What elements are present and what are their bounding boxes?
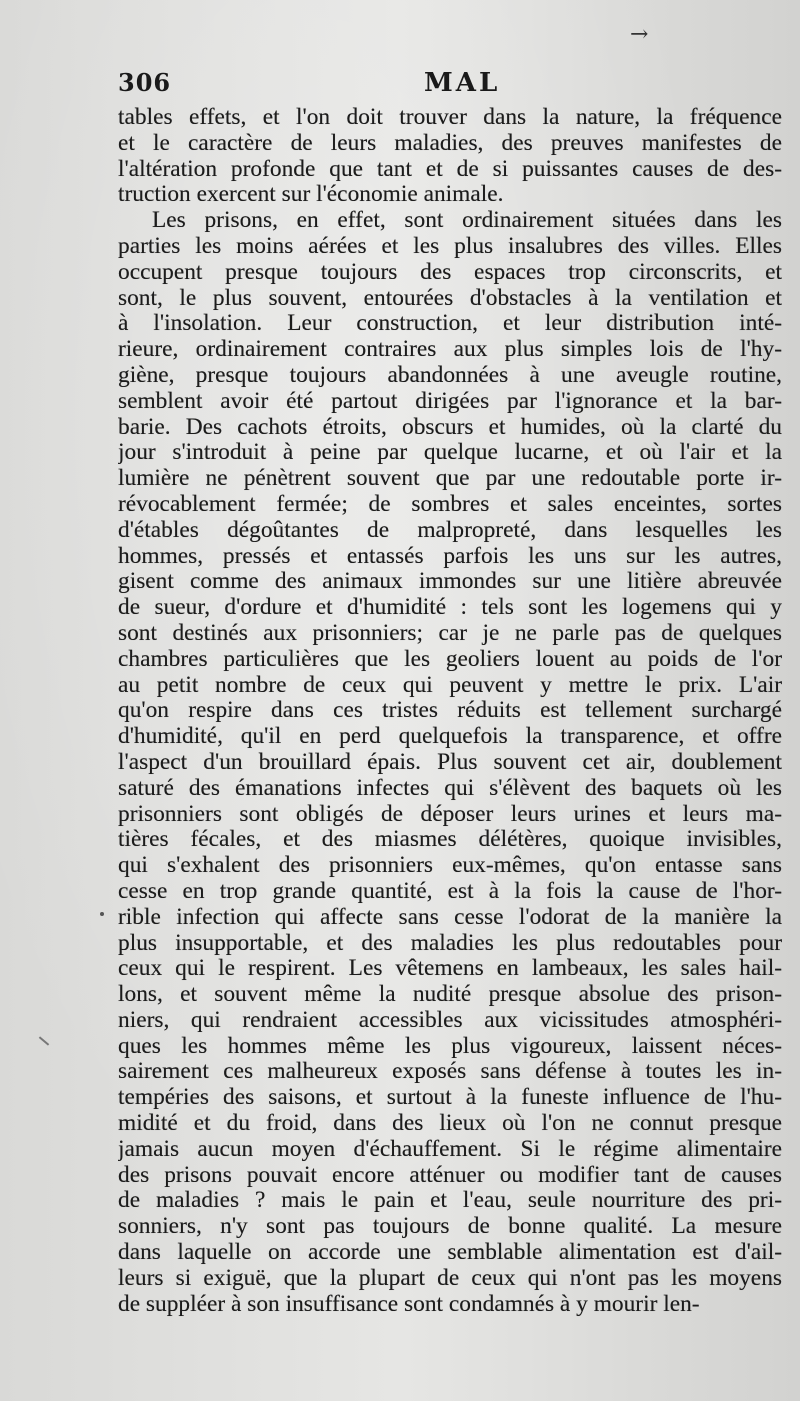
text-line: hommes, pressés et entassés parfois les uns sur les autres, bbox=[118, 543, 782, 569]
text-line: rible infection qui affecte sans cesse l'odorat de la manière la bbox=[118, 904, 782, 930]
text-line: jour s'introduit à peine par quelque lucarne, et où l'air et la bbox=[118, 440, 782, 466]
text-line: d'humidité, qu'il en perd quelquefois la transparence, et offre bbox=[118, 724, 782, 750]
text-line: sonniers, n'y sont pas toujours de bonne qualité. La mesure bbox=[118, 1214, 782, 1240]
text-line: tières fécales, et des miasmes délétères, quoique invisibles, bbox=[118, 827, 782, 853]
text-line: midité et du froid, dans des lieux où l'on ne connut presque bbox=[118, 1111, 782, 1137]
text-line: lons, et souvent même la nudité presque absolue des prison- bbox=[118, 982, 782, 1008]
text-line: ques les hommes même les plus vigoureux, laissent néces- bbox=[118, 1033, 782, 1059]
text-line: rieure, ordinairement contraires aux plus simples lois de l'hy- bbox=[118, 337, 782, 363]
page-number: 306 bbox=[118, 68, 172, 97]
scratch-mark bbox=[39, 1036, 49, 1045]
text-line: sont destinés aux prisonniers; car je ne parle pas de quelques bbox=[118, 620, 782, 646]
text-line: révocablement fermée; de sombres et sales enceintes, sortes bbox=[118, 491, 782, 517]
text-line: lumière ne pénètrent souvent que par une redoutable porte ir- bbox=[118, 466, 782, 492]
text-line: semblent avoir été partout dirigées par l'ignorance et la bar- bbox=[118, 388, 782, 414]
text-line: chambres particulières que les geoliers louent au poids de l'or bbox=[118, 646, 782, 672]
running-head: MAL bbox=[424, 68, 501, 98]
text-line: au petit nombre de ceux qui peuvent y mettre le prix. L'air bbox=[118, 672, 782, 698]
text-line: de maladies ? mais le pain et l'eau, seule nourriture des pri- bbox=[118, 1188, 782, 1214]
text-line: plus insupportable, et des maladies les plus redoutables pour bbox=[118, 930, 782, 956]
text-line: dans laquelle on accorde une semblable alimentation est d'ail- bbox=[118, 1240, 782, 1266]
text-line: d'étables dégoûtantes de malpropreté, dans lesquelles les bbox=[118, 517, 782, 543]
text-line: tables effets, et l'on doit trouver dans la nature, la fréquence bbox=[118, 105, 782, 130]
print-speck bbox=[100, 912, 104, 916]
text-line: jamais aucun moyen d'échauffement. Si le régime alimentaire bbox=[118, 1136, 782, 1162]
text-line: niers, qui rendraient accessibles aux vicissitudes atmosphéri- bbox=[118, 1007, 782, 1033]
text-line: et le caractère de leurs maladies, des preuves manifestes de bbox=[118, 130, 782, 156]
text-line: qu'on respire dans ces tristes réduits est tellement surchargé bbox=[118, 698, 782, 724]
text-line: barie. Des cachots étroits, obscurs et humides, où la clarté du bbox=[118, 414, 782, 440]
text-line: à l'insolation. Leur construction, et leur distribution inté- bbox=[118, 311, 782, 337]
corner-mark: → bbox=[630, 22, 649, 47]
text-line: gisent comme des animaux immondes sur une litière abreuvée bbox=[118, 569, 782, 595]
body-text bbox=[118, 105, 782, 1317]
text-line: parties les moins aérées et les plus insalubres des villes. Elles bbox=[118, 233, 782, 259]
text-line: l'aspect d'un brouillard épais. Plus souvent cet air, doublement bbox=[118, 749, 782, 775]
text-line: prisonniers sont obligés de déposer leurs urines et leurs ma- bbox=[118, 801, 782, 827]
text-line: occupent presque toujours des espaces trop circonscrits, et bbox=[118, 259, 782, 285]
text-line: des prisons pouvait encore atténuer ou modifier tant de causes bbox=[118, 1162, 782, 1188]
text-line: leurs si exiguë, que la plupart de ceux qui n'ont pas les moyens bbox=[118, 1265, 782, 1291]
text-line: saturé des émanations infectes qui s'élèvent des baquets où les bbox=[118, 775, 782, 801]
text-line: tempéries des saisons, et surtout à la funeste influence de l'hu- bbox=[118, 1085, 782, 1111]
text-line: de suppléer à son insuffisance sont condamnés à y mourir len- bbox=[118, 1291, 700, 1317]
text-line: cesse en trop grande quantité, est à la fois la cause de l'hor- bbox=[118, 878, 782, 904]
text-line: de sueur, d'ordure et d'humidité : tels sont les logemens qui y bbox=[118, 595, 782, 621]
text-line: giène, presque toujours abandonnées à une aveugle routine, bbox=[118, 362, 782, 388]
text-line: sairement ces malheureux exposés sans défense à toutes les in- bbox=[118, 1059, 782, 1085]
page-header bbox=[118, 68, 726, 104]
text-line: sont, le plus souvent, entourées d'obstacles à la ventilation et bbox=[118, 285, 782, 311]
text-line: l'altération profonde que tant et de si puissantes causes de des- bbox=[118, 156, 782, 182]
text-line: Les prisons, en effet, sont ordinairement situées dans les bbox=[152, 208, 782, 234]
text-line: truction exercent sur l'économie animale. bbox=[118, 182, 504, 208]
text-line: ceux qui le respirent. Les vêtemens en lambeaux, les sales hail- bbox=[118, 956, 782, 982]
text-line: qui s'exhalent des prisonniers eux-mêmes, qu'on entasse sans bbox=[118, 853, 782, 879]
